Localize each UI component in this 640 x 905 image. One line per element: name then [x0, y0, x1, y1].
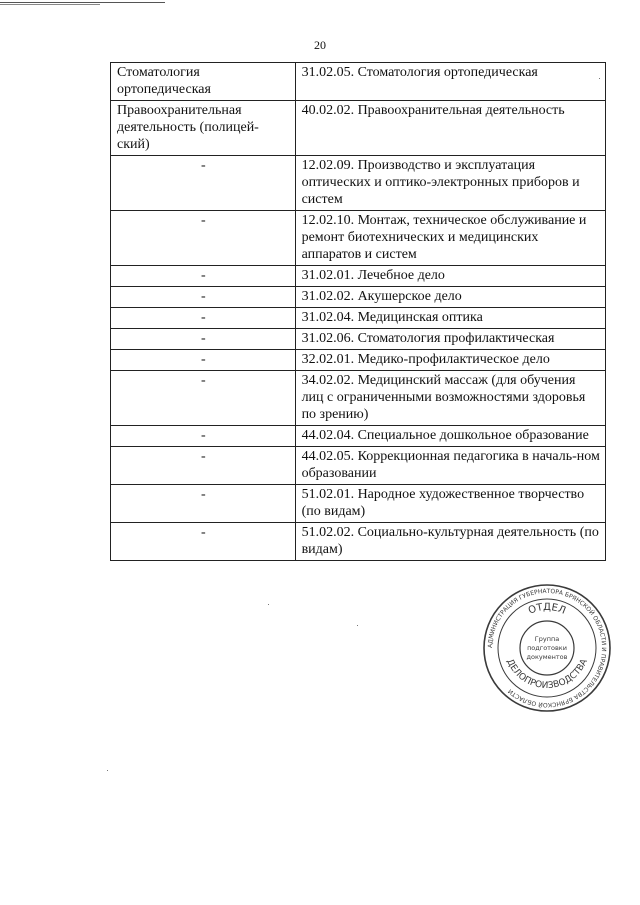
table-row [111, 329, 606, 350]
table-row [111, 63, 606, 101]
profession-cell: - [111, 266, 296, 287]
specialty-table [110, 62, 606, 561]
scan-speck [107, 770, 108, 771]
profession-cell: Стоматология ортопедическая [111, 63, 296, 101]
table-row [111, 523, 606, 561]
specialty-cell: 40.02.02. Правоохранительная деятельность [295, 101, 605, 156]
specialty-cell: 31.02.02. Акушерское дело [295, 287, 605, 308]
profession-cell: - [111, 329, 296, 350]
scan-speck [357, 625, 358, 626]
profession-cell: Правоохранительная деятельность (полицей-ский) [111, 101, 296, 156]
table-row [111, 426, 606, 447]
specialty-cell: 31.02.06. Стоматология профилактическая [295, 329, 605, 350]
table-row [111, 156, 606, 211]
profession-cell: - [111, 371, 296, 426]
specialty-cell: 31.02.04. Медицинская оптика [295, 308, 605, 329]
profession-cell: - [111, 447, 296, 485]
stamp-center-line-1: Группа [534, 635, 560, 643]
table-body [111, 63, 606, 561]
stamp-arc-bottom: ДЕЛОПРОИЗВОДСТВА [504, 657, 590, 692]
profession-cell: - [111, 523, 296, 561]
profession-cell: - [111, 485, 296, 523]
specialty-cell: 12.02.10. Монтаж, техническое обслуживание и ремонт биотехнических и медицинских аппаратов и систем [295, 211, 605, 266]
top-rule-short [0, 4, 100, 5]
profession-cell: - [111, 211, 296, 266]
stamp-seal-svg [482, 583, 612, 713]
scan-speck [268, 604, 269, 605]
profession-cell: - [111, 308, 296, 329]
specialty-cell: 12.02.09. Производство и эксплуатация оптических и оптико-электронных приборов и систем [295, 156, 605, 211]
profession-cell: - [111, 156, 296, 211]
stamp-arc-top: ОТДЕЛ [526, 602, 568, 617]
scan-speck [599, 78, 600, 79]
page-number: 20 [314, 38, 326, 52]
specialty-cell: 34.02.02. Медицинский массаж (для обучения лиц с ограниченными возможностями здоровья по зрению) [295, 371, 605, 426]
stamp-center-line-2: подготовки [527, 644, 567, 652]
specialty-cell: 32.02.01. Медико-профилактическое дело [295, 350, 605, 371]
specialty-cell: 51.02.01. Народное художественное творчество (по видам) [295, 485, 605, 523]
stamp-ring-text: АДМИНИСТРАЦИЯ ГУБЕРНАТОРА БРЯНСКОЙ ОБЛАСТИ И ПРАВИТЕЛЬСТВА БРЯНСКОЙ ОБЛАСТИ [486, 587, 608, 709]
table-row [111, 447, 606, 485]
top-rule [0, 2, 165, 3]
specialty-cell: 51.02.02. Социально-культурная деятельность (по видам) [295, 523, 605, 561]
table-row [111, 371, 606, 426]
specialty-cell: 44.02.04. Специальное дошкольное образование [295, 426, 605, 447]
table-row [111, 101, 606, 156]
table-row [111, 287, 606, 308]
stamp-center-line-3: документов [526, 653, 568, 661]
table-row [111, 350, 606, 371]
profession-cell: - [111, 426, 296, 447]
specialty-cell: 31.02.05. Стоматология ортопедическая [295, 63, 605, 101]
profession-cell: - [111, 287, 296, 308]
specialty-cell: 44.02.05. Коррекционная педагогика в началь-ном образовании [295, 447, 605, 485]
specialty-cell: 31.02.01. Лечебное дело [295, 266, 605, 287]
table-row [111, 211, 606, 266]
table-row [111, 308, 606, 329]
office-stamp [482, 583, 612, 713]
profession-cell: - [111, 350, 296, 371]
table-row [111, 266, 606, 287]
table-row [111, 485, 606, 523]
